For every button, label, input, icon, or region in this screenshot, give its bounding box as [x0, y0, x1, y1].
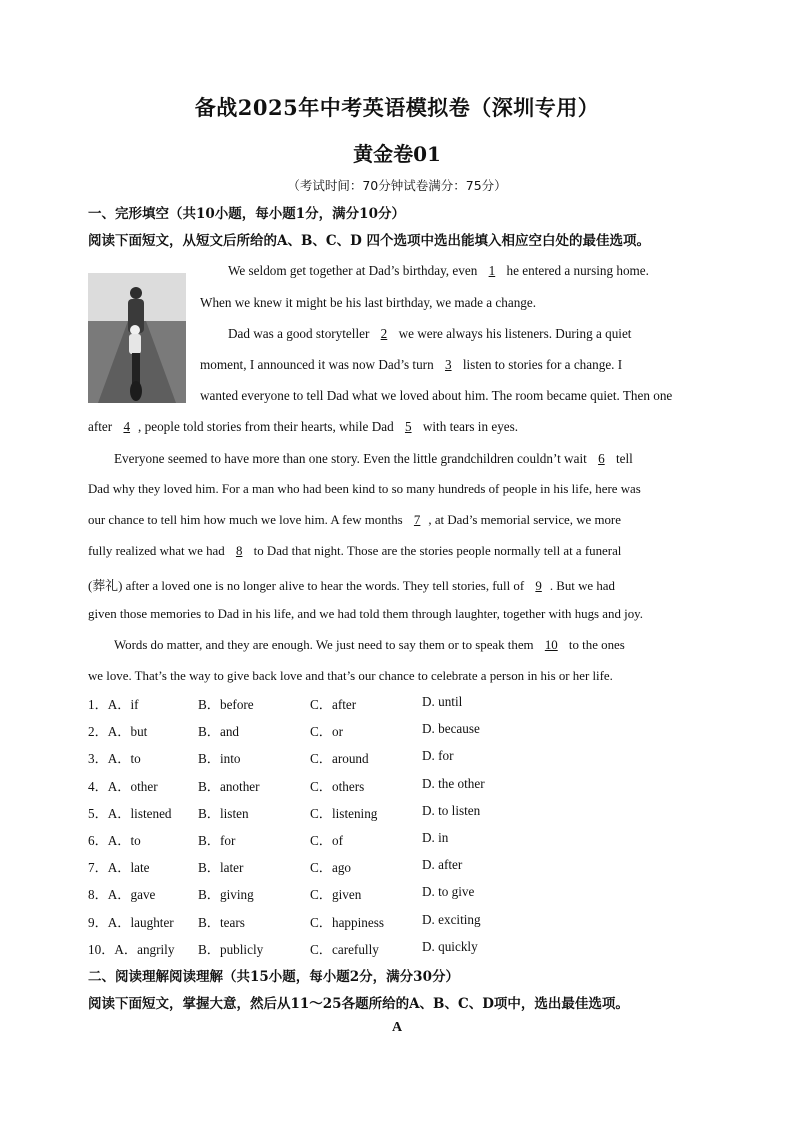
passage-line: Everyone seemed to have more than one story. Even the little grandchildren couldn’t wait 6 tell: [114, 451, 633, 466]
passage-line: Dad why they loved him. For a man who had been kind to so many hundreds of people in his life, here was: [88, 482, 641, 496]
option-c: C．listening: [310, 805, 378, 821]
blank-6: 6: [598, 451, 605, 466]
option-b: B．and: [198, 724, 240, 740]
option-d: D. after: [422, 857, 463, 873]
option-c: C．ago: [310, 860, 352, 876]
passage-line: We seldom get together at Dad’s birthday, even 1 he entered a nursing home.: [228, 263, 649, 278]
option-c: C．happiness: [310, 914, 384, 930]
blank-1: 1: [488, 263, 496, 278]
section2-instruction: 阅读下面短文，掌握大意，然后从11～25各题所给的A、B、C、D项中，选出最佳选项。: [88, 996, 629, 1012]
section1-instruction: 阅读下面短文，从短文后所给的A、B、C、D 四个选项中选出能填入相应空白处的最佳选项。: [88, 233, 651, 249]
option-a-with-number: 1．A．if: [88, 697, 139, 712]
option-c: C．carefully: [310, 941, 379, 957]
option-b: B．later: [198, 860, 244, 876]
option-d: D. for: [422, 748, 454, 764]
blank-8: 8: [235, 544, 243, 558]
blank-10: 10: [544, 638, 558, 652]
option-d: D. until: [422, 694, 463, 709]
passage-line: fully realized what we had 8 to Dad that night. Those are the stories people normally tell at a funeral: [88, 544, 622, 558]
passage-line: (葬礼) after a loved one is no longer alive to hear the words. They tell stories, full of 9 . But we had: [88, 579, 615, 593]
passage-photo: [88, 273, 186, 403]
passage-line: we love. That’s the way to give back love and that’s our chance to celebrate a person in his or her life.: [88, 669, 613, 683]
option-c: C．of: [310, 833, 343, 848]
passage-line: wanted everyone to tell Dad what we loved about him. The room became quiet. Then one: [200, 388, 673, 403]
option-d: D. because: [422, 721, 480, 737]
option-d: D. exciting: [422, 911, 481, 927]
option-d: D. in: [422, 830, 449, 845]
option-c: C．around: [310, 751, 369, 767]
option-b: B．publicly: [198, 941, 264, 957]
reading-part-label: A: [391, 1020, 403, 1035]
option-d: D. the other: [422, 775, 485, 791]
exam-info: （考试时间：70分钟试卷满分：75分）: [287, 178, 507, 193]
option-b: B．before: [198, 697, 254, 712]
blank-5: 5: [404, 419, 412, 434]
option-d: D. to give: [422, 884, 475, 900]
option-a-with-number: 8．A．gave: [88, 887, 156, 903]
option-b: B．into: [198, 751, 241, 767]
exam-title: 备战2025年中考英语模拟卷（深圳专用）: [194, 95, 600, 120]
option-a-with-number: 2．A．but: [88, 724, 148, 740]
passage-line: given those memories to Dad in his life, and we had told them through laughter, together with hugs and joy.: [88, 607, 643, 621]
option-c: C．after: [310, 697, 357, 712]
blank-9: 9: [535, 579, 542, 593]
blank-2: 2: [380, 326, 388, 341]
passage-line: after 4 , people told stories from their hearts, while Dad 5 with tears in eyes.: [88, 419, 519, 434]
passage-line: When we knew it might be his last birthday, we made a change.: [200, 295, 537, 310]
option-a-with-number: 5．A．listened: [88, 805, 172, 821]
blank-7: 7: [413, 513, 421, 527]
father-child-bicycle-illustration: [88, 273, 186, 403]
passage-line: Words do matter, and they are enough. We just need to say them or to speak them 10 to the ones: [114, 638, 625, 652]
option-a-with-number: 4．A．other: [88, 778, 158, 794]
option-b: B．tears: [198, 914, 245, 930]
option-a-with-number: 6．A．to: [88, 833, 141, 848]
exam-subtitle: 黄金卷01: [353, 142, 441, 166]
option-b: B．another: [198, 778, 260, 794]
option-a-with-number: 7．A．late: [88, 860, 150, 876]
option-b: B．for: [198, 833, 236, 848]
option-d: D. to listen: [422, 802, 481, 818]
option-d: D. quickly: [422, 938, 478, 954]
section1-heading: 一、完形填空（共10小题，每小题1分，满分10分）: [88, 206, 405, 222]
passage-line: moment, I announced it was now Dad’s turn 3 listen to stories for a change. I: [200, 357, 623, 372]
option-b: B．listen: [198, 805, 249, 821]
passage-line: our chance to tell him how much we love him. A few months 7 , at Dad’s memorial service, we more: [88, 513, 621, 527]
option-c: C．others: [310, 778, 365, 794]
section2-heading: 二、阅读理解阅读理解（共15小题，每小题2分，满分30分）: [88, 969, 459, 985]
option-c: C．or: [310, 724, 343, 740]
option-a-with-number: 10．A．angrily: [88, 941, 175, 957]
option-a-with-number: 3．A．to: [88, 751, 141, 767]
option-a-with-number: 9．A．laughter: [88, 914, 174, 930]
option-b: B．giving: [198, 887, 254, 903]
blank-4: 4: [123, 419, 131, 434]
passage-line: Dad was a good storyteller 2 we were always his listeners. During a quiet: [228, 326, 632, 341]
blank-3: 3: [444, 357, 452, 372]
option-c: C．given: [310, 887, 362, 903]
